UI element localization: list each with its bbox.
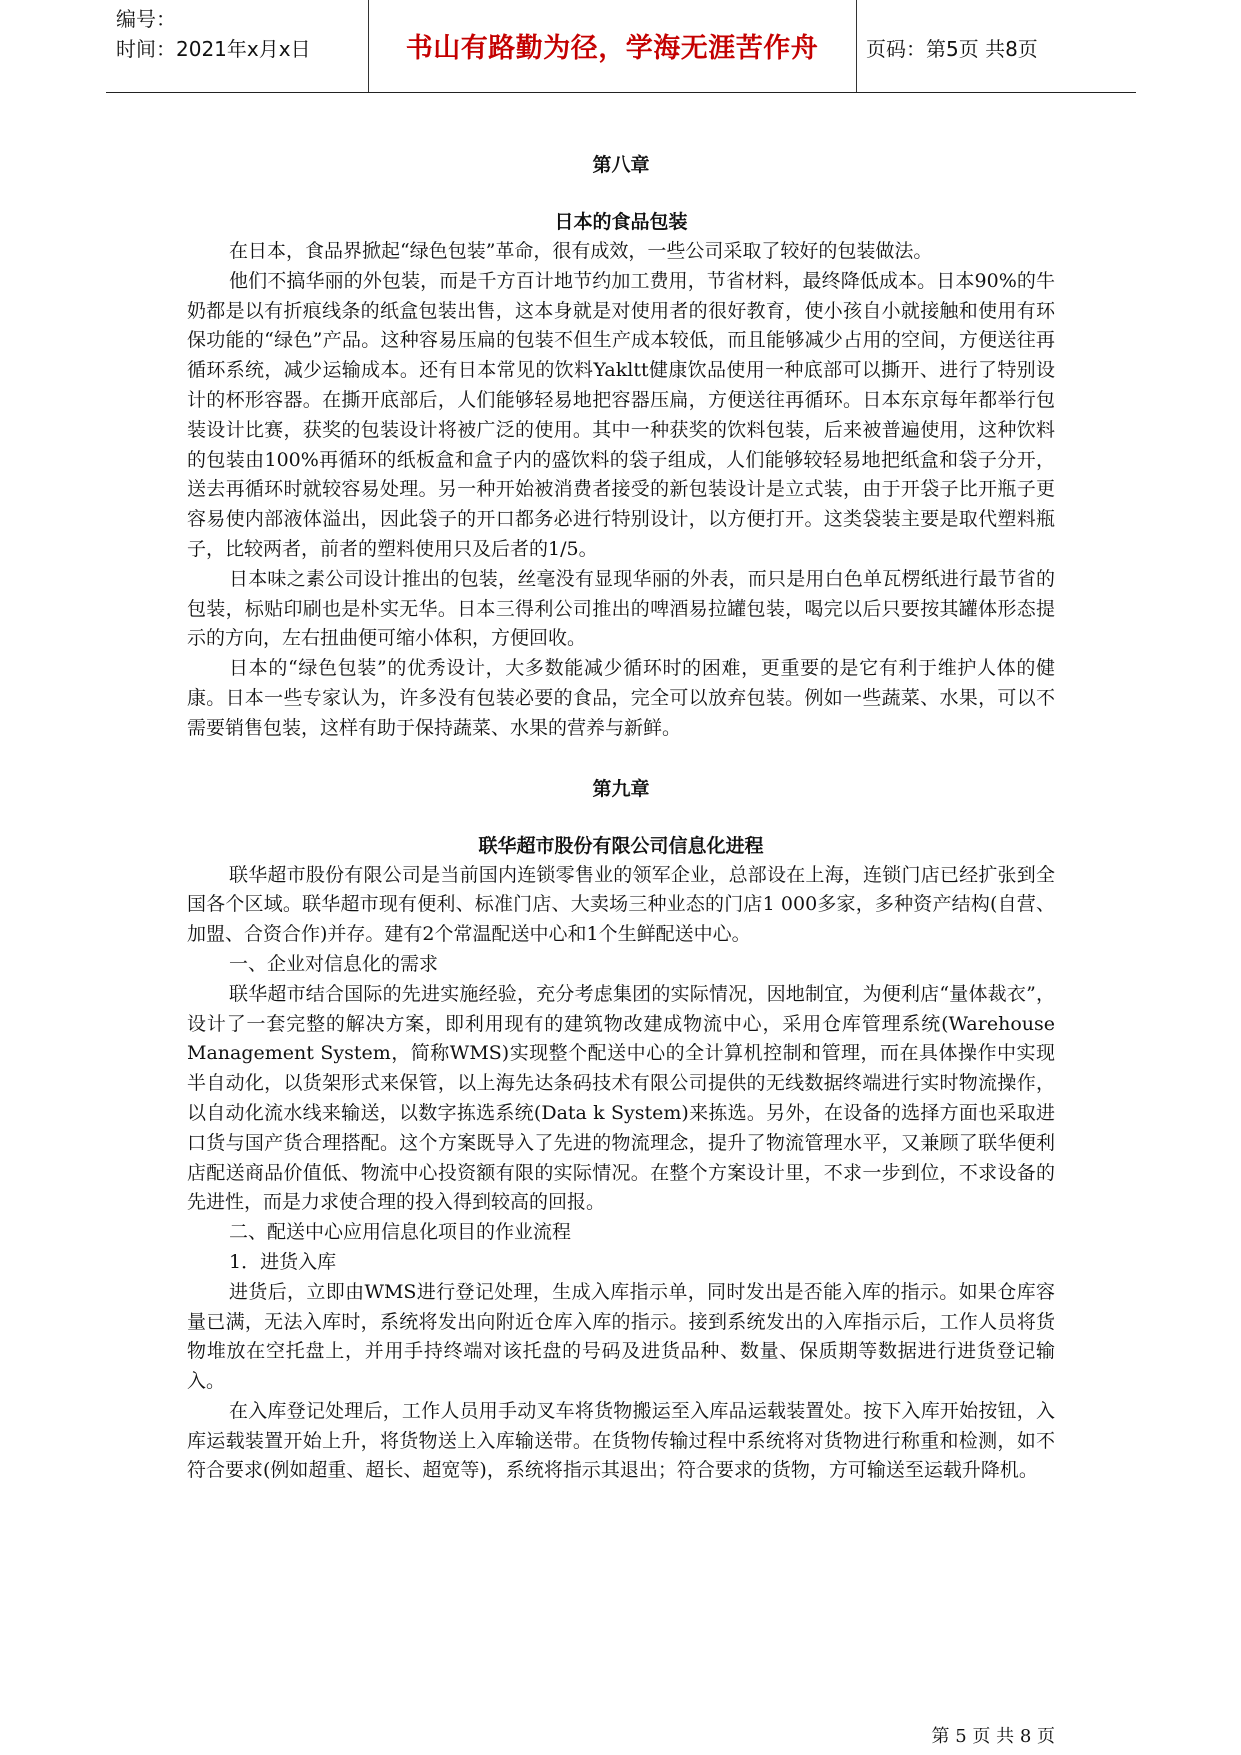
header-meta [116,4,366,64]
chapter-heading: 第九章 [592,777,650,800]
document-body [187,150,1055,1486]
subheading: 一、企业对信息化的需求 [229,952,439,975]
number-label: 编号： [116,7,176,31]
paragraph: 日本味之素公司设计推出的包装，丝毫没有显现华丽的外表，而只是用白色单瓦楞纸进行最节省的包装，标贴印刷也是朴实无华。日本三得利公司推出的啤酒易拉罐包装，喝完以后只要按其罐体形态提示的方向，左右扭曲便可缩小体积，方便回收。 [187,567,1055,650]
paragraph: 联华超市股份有限公司是当前国内连锁零售业的领军企业，总部设在上海，连锁门店已经扩张到全国各个区域。联华超市现有便利、标准门店、大卖场三种业态的门店1 000多家，多种资产结构(自营、加盟、合资合作)并存。建有2个常温配送中心和1个生鲜配送中心。 [187,863,1055,946]
section-title: 联华超市股份有限公司信息化进程 [478,834,764,857]
paragraph: 日本的“绿色包装”的优秀设计，大多数能减少循环时的困难，更重要的是它有利于维护人体的健康。日本一些专家认为，许多没有包装必要的食品，完全可以放弃包装。例如一些蔬菜、水果，可以不需要销售包装，这样有助于保持蔬菜、水果的营养与新鲜。 [187,657,1055,739]
paragraph: 在入库登记处理后，工作人员用手动叉车将货物搬运至入库品运载装置处。按下入库开始按钮，入库运载装置开始上升，将货物送上入库输送带。在货物传输过程中系统将对货物进行称重和检测，如不符合要求(例如超重、超长、超宽等)，系统将指示其退出；符合要求的货物，方可输送至运载升降机。 [187,1399,1055,1482]
header-divider [368,0,369,92]
header-page-number: 页码：第5页 共8页 [866,37,1038,61]
header-motto: 书山有路勤为径，学海无涯苦作舟 [405,33,819,64]
section-title: 日本的食品包装 [554,211,688,233]
paragraph: 联华超市结合国际的先进实施经验，充分考虑集团的实际情况，因地制宜，为便利店“量体裁衣”，设计了一套完整的解决方案，即利用现有的建筑物改建成物流中心，采用仓库管理系统(Warehouse Management System，简称WMS)实现整个配送中心的全计算机控制和管理，而在具体操作中实现半自动化，以货架形式来保管，以上海先达条码技术有限公司提供的无线数据终端进行实时物流操作，以自动化流水线来输送，以数字拣选系统(Data k System)来拣选。另外，在设备的选择方面也采取进口货与国产货合理搭配。这个方案既导入了先进的物流理念，提升了物流管理水平，又兼顾了联华便利店配送商品价值低、物流中心投资额有限的实际情况。在整个方案设计里，不求一步到位，不求设备的先进性，而是力求使合理的投入得到较高的回报。 [187,982,1055,1214]
page-footer: 第 5 页 共 8 页 [931,1726,1055,1747]
paragraph: 他们不搞华丽的外包装，而是千方百计地节约加工费用，节省材料，最终降低成本。日本90%的牛奶都是以有折痕线条的纸盒包装出售，这本身就是对使用者的很好教育，使小孩自小就接触和使用有环保功能的“绿色”产品。这种容易压扁的包装不但生产成本较低，而且能够减少占用的空间，方便送往再循环系统，减少运输成本。还有日本常见的饮料Yakltt健康饮品使用一种底部可以撕开、进行了特别设计的杯形容器。在撕开底部后，人们能够轻易地把容器压扁，方便送往再循环。日本东京每年都举行包装设计比赛，获奖的包装设计将被广泛的使用。其中一种获奖的饮料包装，后来被普遍使用，这种饮料的包装由100%再循环的纸板盒和盒子内的盛饮料的袋子组成，人们能够较轻易地把纸盒和袋子分开，送去再循环时就较容易处理。另一种开始被消费者接受的新包装设计是立式装，由于开袋子比开瓶子更容易使内部液体溢出，因此袋子的开口都务必进行特别设计，以方便打开。这类袋装主要是取代塑料瓶子，比较两者，前者的塑料使用只及后者的1/5。 [187,269,1055,560]
header-divider [856,0,857,92]
chapter-heading: 第八章 [592,154,650,176]
paragraph: 进货后，立即由WMS进行登记处理，生成入库指示单，同时发出是否能入库的指示。如果仓库容量已满，无法入库时，系统将发出向附近仓库入库的指示。接到系统发出的入库指示后，工作人员将货物堆放在空托盘上，并用手持终端对该托盘的号码及进货品种、数量、保质期等数据进行进货登记输入。 [187,1280,1055,1393]
subheading: 二、配送中心应用信息化项目的作业流程 [229,1221,572,1244]
paragraph: 在日本，食品界掀起“绿色包装”革命，很有成效，一些公司采取了较好的包装做法。 [229,240,933,262]
section-gap [187,744,1055,774]
date-label: 时间：2021年x月x日 [116,37,311,61]
page-header [106,0,1136,93]
subheading: 1．进货入库 [229,1250,337,1273]
